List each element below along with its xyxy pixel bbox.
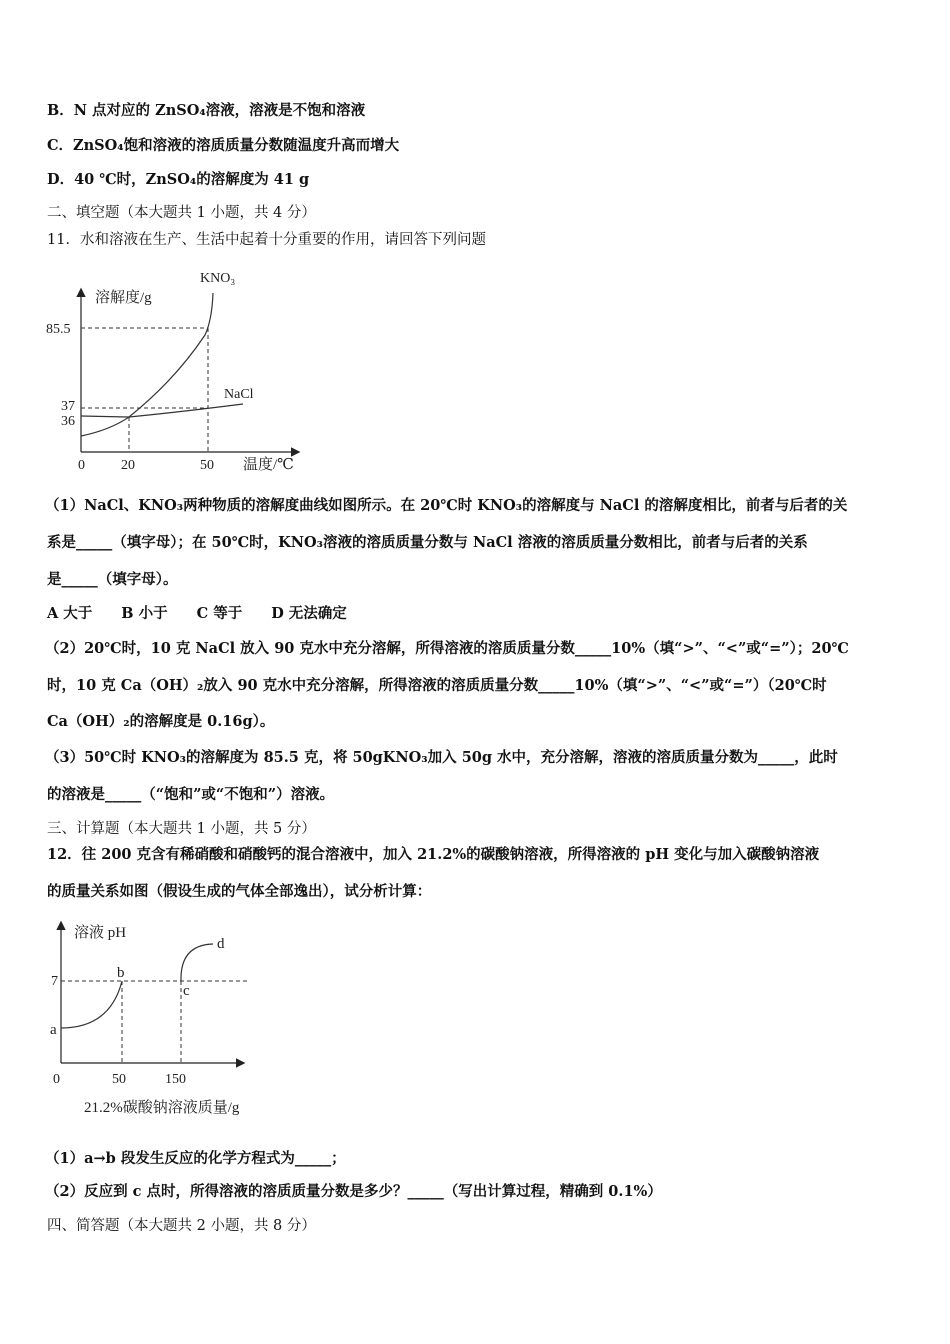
point-a-label: a (50, 1022, 57, 1038)
section-heading: 三、计算题（本大题共 1 小题，共 5 分） (47, 821, 316, 837)
section-heading: 四、简答题（本大题共 2 小题，共 8 分） (47, 1218, 316, 1234)
ph-curve-ab (61, 981, 122, 1028)
q12-line2: 的质量关系如图（假设生成的气体全部逸出），试分析计算： (47, 883, 432, 900)
ph-guides (61, 981, 250, 1063)
question-title: 11．水和溶液在生产、生活中起着十分重要的作用，请回答下列问题 (47, 232, 486, 248)
q12-part2: （2）反应到 c 点时，所得溶液的溶质质量分数是多少？_____（写出计算过程，精确到 0.1%） (45, 1183, 662, 1200)
q11-part3-line1: （3）50℃时 KNO₃的溶解度为 85.5 克，将 50gKNO₃加入 50g 水中，充分溶解，溶液的溶质质量分数为_____，此时 (45, 749, 838, 766)
option-c: C．ZnSO₄饱和溶液的溶质质量分数随温度升高而增大 (47, 137, 400, 154)
q12-line1: 12．往 200 克含有稀硝酸和硝酸钙的混合溶液中，加入 21.2%的碳酸钠溶液，所得溶液的 pH 变化与加入碳酸钠溶液 (47, 846, 820, 863)
xtick-50: 50 (112, 1072, 126, 1087)
q11-part1-line1: （1）NaCl、KNO₃两种物质的溶解度曲线如图所示。在 20℃时 KNO₃的溶解度与 NaCl 的溶解度相比，前者与后者的关 (45, 497, 848, 514)
xtick-150: 150 (165, 1072, 186, 1087)
q11-part2-line2: 时，10 克 Ca（OH）₂放入 90 克水中充分溶解，所得溶液的溶质质量分数_____10%（填“>”、“<”或“=”）（20℃时 (47, 677, 827, 694)
ph-chart-axes (61, 923, 243, 1063)
q12-part1: （1）a→b 段发生反应的化学方程式为_____； (45, 1150, 346, 1167)
kno3-curve (81, 293, 213, 436)
option-d: D．40 ℃时，ZnSO₄的溶解度为 41 g (47, 171, 310, 188)
q11-part3-line2: 的溶液是_____（“饱和”或“不饱和”）溶液。 (47, 786, 335, 803)
point-d-label: d (217, 936, 225, 952)
chart2-xlabel: 21.2%碳酸钠溶液质量/g (84, 1100, 240, 1116)
xtick-20: 20 (121, 458, 135, 473)
kno3-label: KNO₃ (200, 271, 236, 286)
xtick-0: 0 (53, 1072, 60, 1087)
nacl-curve (81, 404, 243, 417)
point-c-label: c (183, 983, 190, 999)
section-heading: 二、填空题（本大题共 1 小题，共 4 分） (47, 205, 316, 221)
point-b-label: b (117, 965, 125, 981)
solubility-chart-axes (81, 290, 298, 452)
xtick-50: 50 (200, 458, 214, 473)
chart1-ylabel: 溶解度/g (95, 290, 152, 306)
xtick-0: 0 (78, 458, 85, 473)
ytick-7: 7 (51, 974, 58, 989)
solubility-guides (81, 328, 208, 452)
q11-choices: A 大于 B 小于 C 等于 D 无法确定 (47, 605, 347, 622)
q11-part2-line3: Ca（OH）₂的溶解度是 0.16g）。 (47, 713, 275, 730)
ytick-85-5: 85.5 (46, 322, 71, 337)
q11-part1-line3: 是_____（填字母）。 (47, 571, 178, 588)
ytick-37: 37 (61, 399, 75, 414)
nacl-label: NaCl (224, 387, 254, 402)
chart1-xlabel: 温度/℃ (243, 457, 294, 473)
ph-curve-cd (181, 944, 213, 981)
chart2-ylabel: 溶液 pH (74, 925, 127, 941)
option-b: B．N 点对应的 ZnSO₄溶液，溶液是不饱和溶液 (47, 102, 366, 119)
ytick-36: 36 (61, 414, 75, 429)
q11-part1-line2: 系是_____（填字母）；在 50℃时，KNO₃溶液的溶质质量分数与 NaCl 溶液的溶质质量分数相比，前者与后者的关系 (47, 534, 808, 551)
q11-part2-line1: （2）20℃时，10 克 NaCl 放入 90 克水中充分溶解，所得溶液的溶质质量分数_____10%（填“>”、“<”或“=”）；20℃ (45, 640, 849, 657)
